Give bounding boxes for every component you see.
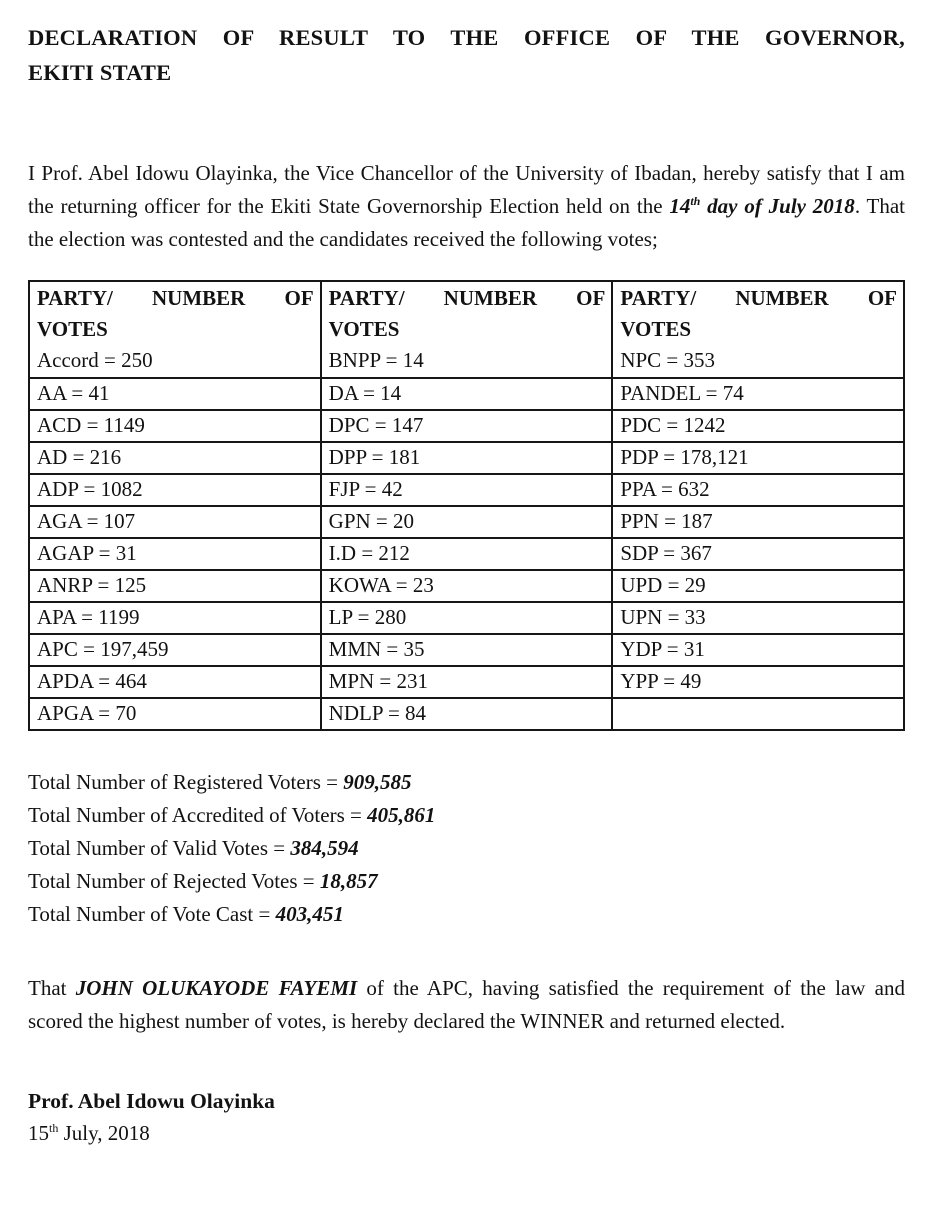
- party-result: Accord = 250: [37, 348, 153, 372]
- header-text-line1: PARTY/ NUMBER OF: [620, 286, 897, 310]
- table-cell: NDLP = 84: [321, 698, 613, 730]
- table-header-cell: [612, 281, 904, 378]
- table-row: [29, 506, 904, 538]
- table-row: [29, 698, 904, 730]
- table-cell: AD = 216: [29, 442, 321, 474]
- table-row: [29, 570, 904, 602]
- total-label: Total Number of Registered Voters =: [28, 770, 344, 794]
- intro-text-before: I Prof. Abel Idowu Olayinka, the Vice Chancellor of the University of Ibadan, hereby satisfy that I am the returning officer for the Ekiti State Governorship Election held on the: [28, 161, 905, 218]
- document-title: [28, 20, 905, 90]
- table-cell: MPN = 231: [321, 666, 613, 698]
- table-row: [29, 410, 904, 442]
- total-rejected-votes: [28, 865, 905, 898]
- winner-name: JOHN OLUKAYODE FAYEMI: [75, 976, 358, 1000]
- table-cell: YDP = 31: [612, 634, 904, 666]
- table-cell: I.D = 212: [321, 538, 613, 570]
- table-row: [29, 602, 904, 634]
- election-date: [669, 194, 854, 218]
- table-cell: SDP = 367: [612, 538, 904, 570]
- table-cell: KOWA = 23: [321, 570, 613, 602]
- table-cell: DPC = 147: [321, 410, 613, 442]
- table-cell: PDC = 1242: [612, 410, 904, 442]
- table-cell: [612, 698, 904, 730]
- total-value: 18,857: [319, 869, 378, 893]
- table-cell: PDP = 178,121: [612, 442, 904, 474]
- total-value: 384,594: [290, 836, 359, 860]
- total-vote-cast: [28, 898, 905, 931]
- total-label: Total Number of Valid Votes =: [28, 836, 291, 860]
- table-cell: GPN = 20: [321, 506, 613, 538]
- total-value: 405,861: [367, 803, 436, 827]
- total-accredited-voters: [28, 799, 905, 832]
- table-cell: AGA = 107: [29, 506, 321, 538]
- header-text-line1: PARTY/ NUMBER OF: [328, 286, 606, 310]
- table-cell: PPA = 632: [612, 474, 904, 506]
- party-result: BNPP = 14: [328, 348, 424, 372]
- total-label: Total Number of Rejected Votes =: [28, 869, 320, 893]
- total-valid-votes: [28, 832, 905, 865]
- table-cell: APGA = 70: [29, 698, 321, 730]
- signature-date-rest: July, 2018: [58, 1121, 150, 1145]
- header-text-line2: VOTES: [328, 317, 400, 341]
- election-date-ordinal: th: [690, 194, 701, 208]
- election-date-number: 14: [669, 194, 691, 218]
- table-cell: LP = 280: [321, 602, 613, 634]
- table-cell: ACD = 1149: [29, 410, 321, 442]
- table-header-row: [29, 281, 904, 378]
- table-header-cell: [321, 281, 613, 378]
- table-cell: APC = 197,459: [29, 634, 321, 666]
- table-cell: PPN = 187: [612, 506, 904, 538]
- table-cell: ADP = 1082: [29, 474, 321, 506]
- winner-paragraph: [28, 972, 905, 1038]
- table-header-cell: [29, 281, 321, 378]
- header-text-line2: VOTES: [620, 317, 692, 341]
- table-cell: UPD = 29: [612, 570, 904, 602]
- table-cell: PANDEL = 74: [612, 378, 904, 410]
- table-cell: APDA = 464: [29, 666, 321, 698]
- signature-name: Prof. Abel Idowu Olayinka: [28, 1089, 275, 1113]
- intro-text-after: . That the election was contested and the candidates received the following votes;: [28, 194, 905, 251]
- total-registered-voters: [28, 766, 905, 799]
- total-label: Total Number of Vote Cast =: [28, 902, 276, 926]
- total-value: 403,451: [275, 902, 344, 926]
- party-result: NPC = 353: [620, 348, 716, 372]
- title-line-1: DECLARATION OF RESULT TO THE OFFICE OF THE GOVERNOR,: [28, 25, 905, 50]
- table-row: [29, 538, 904, 570]
- table-row: [29, 378, 904, 410]
- signature-date: [28, 1117, 905, 1150]
- title-line-2: EKITI STATE: [28, 60, 172, 85]
- table-cell: UPN = 33: [612, 602, 904, 634]
- total-value: 909,585: [343, 770, 412, 794]
- winner-text-before: That: [28, 976, 76, 1000]
- table-cell: APA = 1199: [29, 602, 321, 634]
- signature-date-ordinal: th: [49, 1121, 59, 1135]
- table-cell: FJP = 42: [321, 474, 613, 506]
- table-row: [29, 474, 904, 506]
- table-cell: YPP = 49: [612, 666, 904, 698]
- table-cell: DA = 14: [321, 378, 613, 410]
- winner-text-after: of the APC, having satisfied the requirement of the law and scored the highest number of votes, is hereby declared the WINNER and returned elected.: [28, 976, 906, 1033]
- table-row: [29, 442, 904, 474]
- table-row: [29, 666, 904, 698]
- table-cell: DPP = 181: [321, 442, 613, 474]
- header-text-line1: PARTY/ NUMBER OF: [37, 286, 314, 310]
- intro-paragraph: [28, 157, 905, 256]
- signature-date-number: 15: [28, 1121, 49, 1145]
- table-cell: ANRP = 125: [29, 570, 321, 602]
- header-text-line2: VOTES: [37, 317, 108, 341]
- totals-section: [28, 766, 905, 931]
- signature-block: [28, 1085, 905, 1150]
- results-table: [28, 280, 905, 731]
- election-date-rest: day of July 2018: [700, 194, 855, 218]
- table-cell: MMN = 35: [321, 634, 613, 666]
- table-cell: AA = 41: [29, 378, 321, 410]
- total-label: Total Number of Accredited of Voters =: [28, 803, 368, 827]
- table-cell: AGAP = 31: [29, 538, 321, 570]
- table-row: [29, 634, 904, 666]
